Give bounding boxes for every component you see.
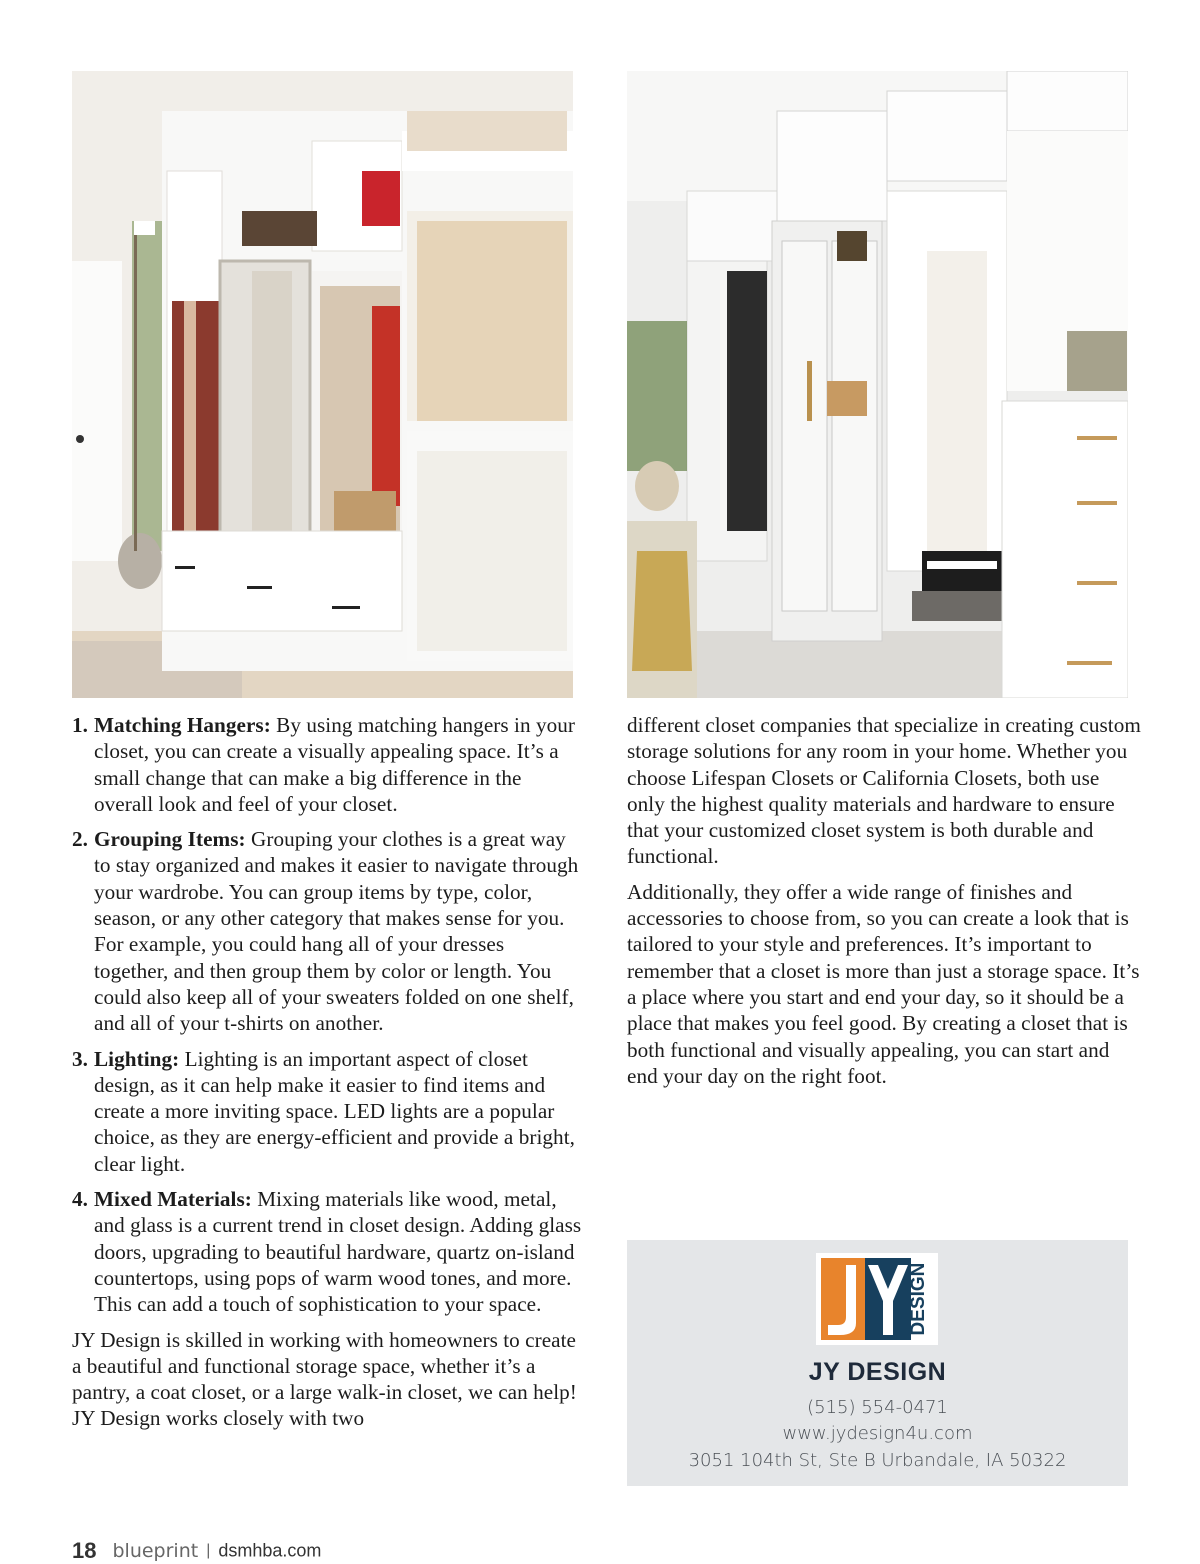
jy-design-logo-mark	[816, 1253, 938, 1345]
article-column-right	[627, 712, 1142, 1098]
page-number: 18	[72, 1538, 97, 1563]
body-paragraph: different closet companies that specialize in creating custom storage solutions for any room in your home. Whether you choose Lifespan Closets or California Closets, both use only the highest quality materials and hardware to ensure that your customized closet system is both durable and functional.	[627, 713, 1141, 869]
jy-design-logo	[816, 1253, 938, 1345]
page-footer	[72, 1538, 322, 1563]
website-link[interactable]: www.jydesign4u.com	[782, 1423, 973, 1444]
magazine-name: blueprint	[112, 1540, 199, 1562]
list-item	[72, 1046, 582, 1177]
list-number: 4.	[72, 1187, 88, 1212]
list-number: 2.	[72, 827, 88, 852]
closet-photo-right	[627, 71, 1128, 698]
site-link[interactable]: dsmhba.com	[218, 1540, 322, 1561]
list-item	[72, 1186, 582, 1317]
tip-text: By using matching hangers in your closet, you can create a visually appealing space. It’s a small change that can make a big difference in the overall look and feel of your closet.	[94, 713, 575, 816]
footer-separator: |	[206, 1542, 211, 1559]
tip-title: Matching Hangers:	[94, 713, 271, 737]
tip-text: Lighting is an important aspect of closet design, as it can help make it easier to find items and create a more inviting space. LED lights are a popular choice, as they are energy-efficient and provide a bright, clear light.	[94, 1046, 575, 1176]
address: 3051 104th St, Ste B Urbandale, IA 50322	[688, 1450, 1067, 1471]
article-column-left	[72, 712, 582, 1441]
tip-text: Grouping your clothes is a great way to stay organized and makes it easier to navigate through your wardrobe. You can group items by type, color, season, or any other category that makes sense for you. For example, you could hang all of your dresses together, and then group them by color or length. You could also keep all of your sweaters folded on one shelf, and all of your t-shirts on another.	[94, 827, 579, 1036]
list-item	[72, 826, 582, 1036]
tip-text: Mixing materials like wood, metal, and glass is a current trend in closet design. Adding glass doors, upgrading to beautiful hardware, quartz on-island countertops, using pops of warm wood tones, and more. This can add a touch of sophistication to your space.	[94, 1187, 582, 1317]
tip-title: Mixed Materials:	[94, 1187, 252, 1212]
contact-card	[627, 1240, 1128, 1486]
logo-wordmark: DESIGN	[908, 1262, 929, 1336]
body-paragraph: Additionally, they offer a wide range of finishes and accessories to choose from, so you can create a look that is tailored to your style and preferences. It’s important to remember that a closet is more than just a storage space. It’s a place where you start and end your day, so it should be a place that makes you feel good. By creating a closet that is both functional and visually appealing, you can start and end your day on the right foot.	[627, 879, 1140, 1088]
company-name: JY DESIGN	[808, 1358, 947, 1386]
tip-title: Grouping Items:	[94, 827, 246, 852]
phone-number[interactable]: (515) 554-0471	[807, 1397, 948, 1418]
list-number: 1.	[72, 713, 88, 737]
list-number: 3.	[72, 1046, 88, 1071]
list-item	[72, 712, 582, 817]
closing-paragraph: JY Design is skilled in working with homeowners to create a beautiful and functional storage space, whether it’s a pantry, a coat closet, or a large walk-in closet, we can help! JY Design works closely with two	[72, 1327, 577, 1431]
tips-list	[72, 712, 582, 1318]
closet-photo-left	[72, 71, 573, 698]
tip-title: Lighting:	[94, 1046, 180, 1071]
